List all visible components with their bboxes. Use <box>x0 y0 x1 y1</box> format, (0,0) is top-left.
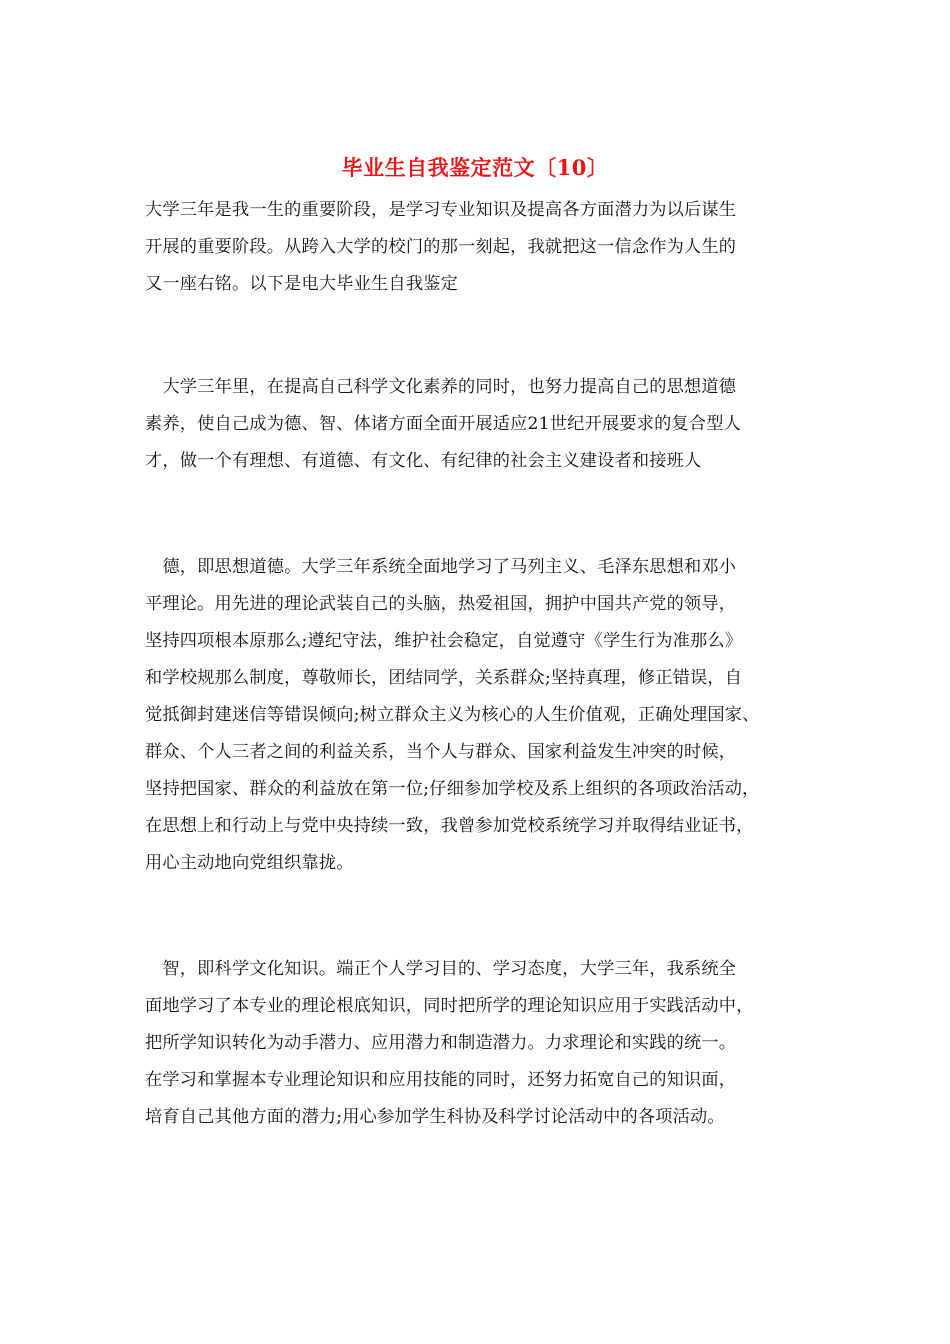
paragraph-1-line-1: 大学三年是我一生的重要阶段，是学习专业知识及提高各方面潜力为以后谋生 <box>145 200 737 220</box>
paragraph-1-line-2: 开展的重要阶段。从跨入大学的校门的那一刻起，我就把这一信念作为人生的 <box>145 237 737 257</box>
paragraph-4-line-5: 培育自己其他方面的潜力;用心参加学生科协及科学讨论活动中的各项活动。 <box>145 1107 725 1127</box>
paragraph-2-line-2: 素养，使自己成为德、智、体诸方面全面开展适应21世纪开展要求的复合型人 <box>145 414 742 434</box>
paragraph-4-line-2: 面地学习了本专业的理论根底知识，同时把所学的理论知识应用于实践活动中， <box>145 996 754 1016</box>
paragraph-3-line-7: 坚持把国家、群众的利益放在第一位;仔细参加学校及系上组织的各项政治活动， <box>145 779 760 799</box>
paragraph-3-line-6: 群众、个人三者之间的利益关系，当个人与群众、国家利益发生冲突的时候， <box>145 742 737 762</box>
paragraph-3-line-2: 平理论。用先进的理论武装自己的头脑，热爱祖国，拥护中国共产党的领导， <box>145 594 737 614</box>
paragraph-3-line-3: 坚持四项根本原那么;遵纪守法，维护社会稳定，自觉遵守《学生行为准那么》 <box>145 631 743 651</box>
paragraph-3-line-9: 用心主动地向党组织靠拢。 <box>145 853 354 873</box>
paragraph-4-line-4: 在学习和掌握本专业理论知识和应用技能的同时，还努力拓宽自己的知识面， <box>145 1070 737 1090</box>
paragraph-2-line-3: 才，做一个有理想、有道德、有文化、有纪律的社会主义建设者和接班人 <box>145 451 702 471</box>
paragraph-1-line-3: 又一座右铭。以下是电大毕业生自我鉴定 <box>145 274 458 294</box>
document-title: 毕业生自我鉴定范文〔10〕 <box>341 155 609 180</box>
paragraph-3-line-1: 德，即思想道德。大学三年系统全面地学习了马列主义、毛泽东思想和邓小 <box>145 557 737 577</box>
paragraph-3-line-4: 和学校规那么制度，尊敬师长，团结同学，关系群众;坚持真理，修正错误，自 <box>145 668 743 688</box>
paragraph-3-line-8: 在思想上和行动上与党中央持续一致，我曾参加党校系统学习并取得结业证书， <box>145 816 754 836</box>
paragraph-2-line-1: 大学三年里，在提高自己科学文化素养的同时，也努力提高自己的思想道德 <box>145 377 737 397</box>
paragraph-3-line-5: 觉抵御封建迷信等错误倾向;树立群众主义为核心的人生价值观，正确处理国家、 <box>145 705 760 725</box>
paragraph-4-line-1: 智，即科学文化知识。端正个人学习目的、学习态度，大学三年，我系统全 <box>145 959 737 979</box>
paragraph-4-line-3: 把所学知识转化为动手潜力、应用潜力和制造潜力。力求理论和实践的统一。 <box>145 1033 737 1053</box>
